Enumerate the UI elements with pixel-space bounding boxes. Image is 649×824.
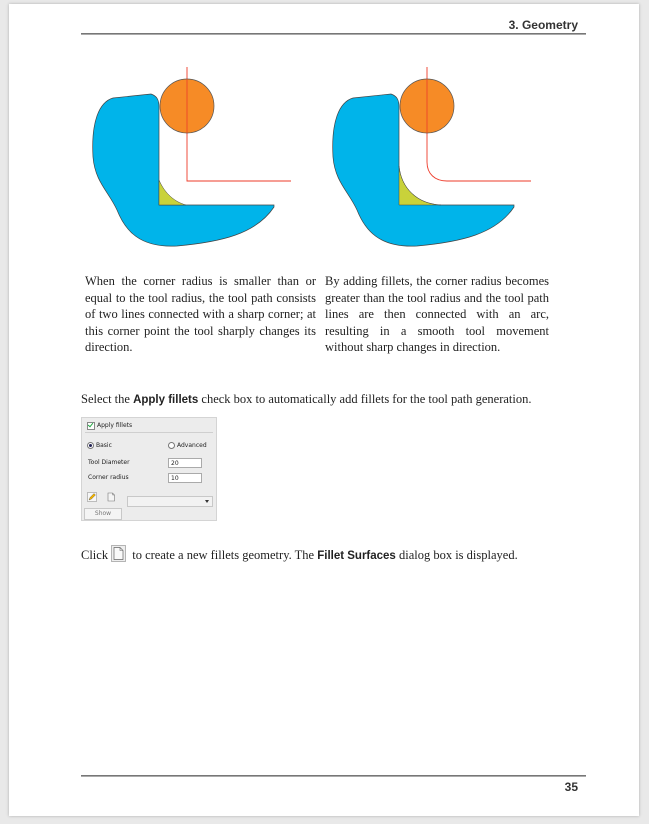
- figure-fillet-corner: [321, 62, 531, 272]
- new-geometry-icon: [111, 545, 126, 562]
- edit-icon[interactable]: [87, 492, 97, 502]
- apply-fillets-panel: [81, 417, 217, 521]
- instruction-apply-fillets: [81, 391, 532, 408]
- chapter-title: 3. Geometry: [508, 18, 578, 32]
- page-number: 35: [564, 780, 578, 794]
- geometry-dropdown[interactable]: [127, 496, 213, 507]
- corner-radius-label: Corner radius: [88, 474, 129, 481]
- figure-sharp-corner: [81, 62, 291, 272]
- basic-radio[interactable]: [87, 442, 94, 449]
- header-rule: [81, 33, 586, 35]
- para-text: check box to automatically add fillets for the tool path generation.: [198, 392, 532, 406]
- para-text: dialog box is displayed.: [395, 548, 518, 562]
- para-text: Select the: [81, 392, 134, 406]
- tool-diameter-label: Tool Diameter: [88, 459, 130, 466]
- advanced-radio-label: Advanced: [177, 442, 207, 449]
- corner-radius-field[interactable]: 10: [168, 473, 202, 483]
- apply-fillets-checkbox[interactable]: [87, 422, 95, 430]
- divider: [85, 432, 213, 433]
- para-text: to create a new fillets geometry. The: [129, 548, 318, 562]
- tool-diameter-field[interactable]: 20: [168, 458, 202, 468]
- document-page: [9, 4, 639, 816]
- bold-term: Apply fillets: [133, 394, 199, 406]
- caption-fillet: By adding fillets, the corner radius becomes greater than the tool radius and the tool path lines are then connected with an arc, resulting in a smooth tool movement without sharp changes in direction.: [325, 274, 549, 354]
- instruction-new-fillet: [81, 545, 518, 564]
- basic-radio-label: Basic: [96, 442, 112, 449]
- footer-rule: [81, 775, 586, 777]
- bold-term: Fillet Surfaces: [317, 550, 396, 562]
- apply-fillets-label: Apply fillets: [97, 422, 133, 429]
- caption-sharp-corner: When the corner radius is smaller than or equal to the tool radius, the tool path consists of two lines connected with a sharp corner; at this corner point the tool sharply changes its direction.: [85, 274, 316, 354]
- uncut-area: [159, 180, 186, 205]
- new-geometry-icon[interactable]: [106, 492, 116, 502]
- advanced-radio[interactable]: [168, 442, 175, 449]
- show-button[interactable]: Show: [84, 508, 122, 520]
- para-text: Click: [81, 548, 109, 562]
- chevron-down-icon: [205, 500, 209, 503]
